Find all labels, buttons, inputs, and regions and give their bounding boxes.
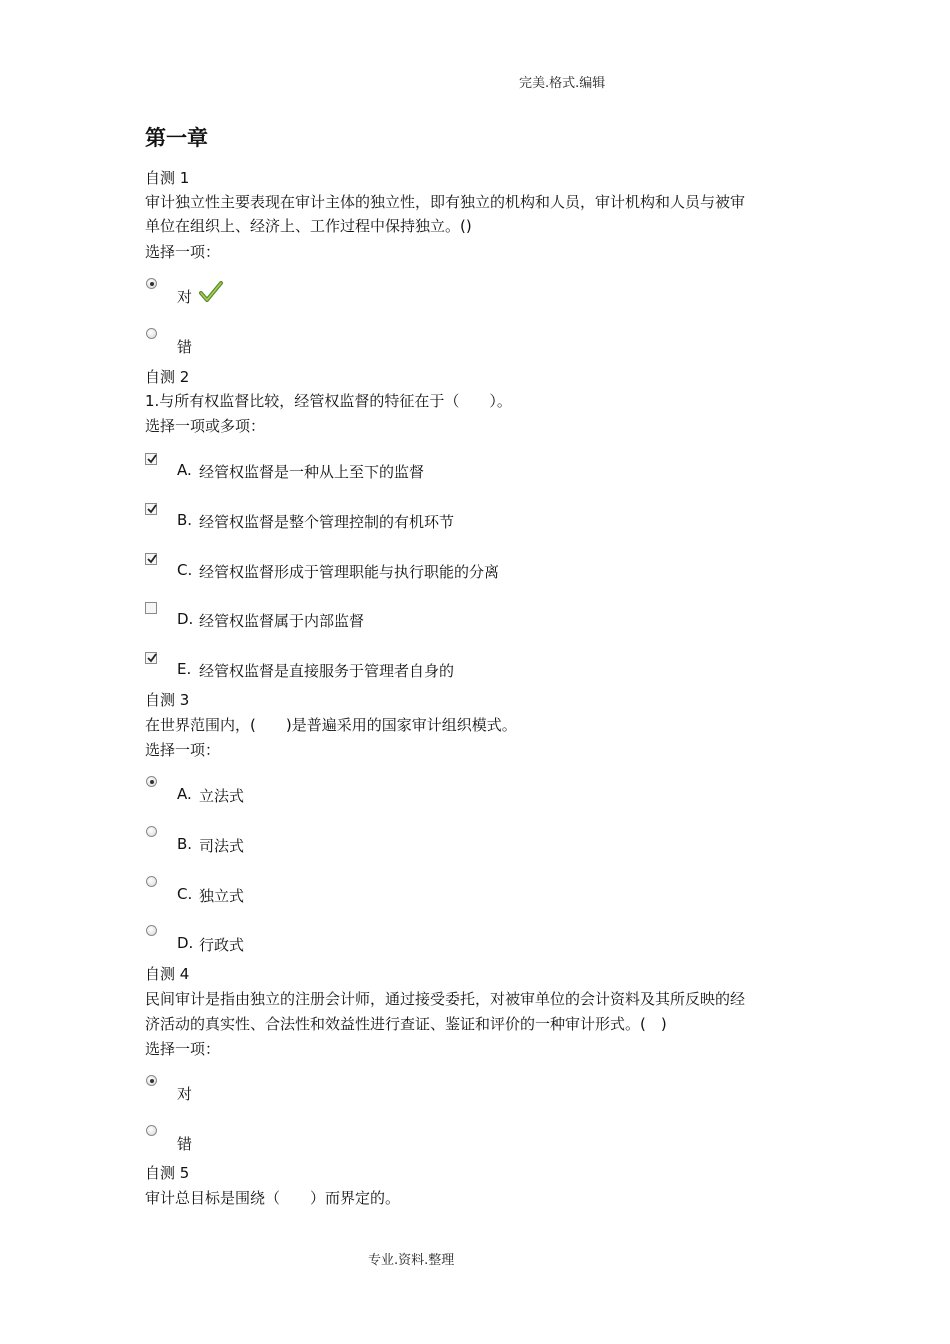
q4-prompt: 选择一项：	[145, 1040, 221, 1058]
q2-option-d-text: 经管权监督属于内部监督	[199, 612, 365, 630]
q1-text-line2: 单位在组织上、经济上、工作过程中保持独立。()	[145, 217, 472, 235]
q1-text-line1: 审计独立性主要表现在审计主体的独立性，即有独立的机构和人员，审计机构和人员与被审	[145, 193, 746, 211]
q2-option-d-letter: D.	[177, 610, 194, 628]
q2-option-b-checkbox[interactable]	[145, 503, 157, 515]
q1-option-true-label: 对	[177, 288, 193, 306]
q4-text-line2: 济活动的真实性、合法性和效益性进行查证、鉴证和评价的一种审计形式。( )	[145, 1015, 667, 1033]
q2-option-e-checkbox[interactable]	[145, 652, 157, 664]
q2-option-b-text: 经管权监督是整个管理控制的有机环节	[199, 513, 455, 531]
q4-option-true-radio[interactable]	[146, 1075, 157, 1086]
q1-option-false-label: 错	[177, 338, 193, 356]
q1-title: 自测 1	[145, 169, 190, 187]
q3-option-c-letter: C.	[177, 885, 193, 903]
q3-option-a-radio[interactable]	[146, 776, 157, 787]
q3-title: 自测 3	[145, 691, 190, 709]
q3-option-b-letter: B.	[177, 835, 193, 853]
page-header: 完美.格式.编辑	[519, 76, 606, 91]
q5-title: 自测 5	[145, 1164, 190, 1182]
q1-option-true-radio[interactable]	[146, 278, 157, 289]
q2-option-a-letter: A.	[177, 461, 192, 479]
q2-option-b-letter: B.	[177, 511, 193, 529]
q3-option-a-text: 立法式	[199, 787, 245, 805]
q2-text: 1.与所有权监督比较，经管权监督的特征在于（ ）。	[145, 392, 512, 410]
q4-text-line1: 民间审计是指由独立的注册会计师，通过接受委托，对被审单位的会计资料及其所反映的经	[145, 990, 746, 1008]
q3-option-d-letter: D.	[177, 934, 194, 952]
q2-option-a-text: 经管权监督是一种从上至下的监督	[199, 463, 425, 481]
q2-option-d-checkbox[interactable]	[145, 602, 157, 614]
q2-option-e-text: 经管权监督是直接服务于管理者自身的	[199, 662, 455, 680]
q2-title: 自测 2	[145, 368, 190, 386]
q4-option-true-label: 对	[177, 1085, 193, 1103]
q3-option-d-text: 行政式	[199, 936, 245, 954]
q2-option-c-letter: C.	[177, 561, 193, 579]
page-footer: 专业.资料.整理	[368, 1253, 455, 1268]
checkmark-icon	[146, 553, 158, 565]
q3-option-c-text: 独立式	[199, 887, 245, 905]
correct-check-icon	[198, 280, 224, 308]
q2-option-c-checkbox[interactable]	[145, 553, 157, 565]
q2-option-e-letter: E.	[177, 660, 192, 678]
q1-prompt: 选择一项：	[145, 243, 221, 261]
q3-option-b-radio[interactable]	[146, 826, 157, 837]
q1-option-false-radio[interactable]	[146, 328, 157, 339]
q4-option-false-label: 错	[177, 1135, 193, 1153]
q3-option-d-radio[interactable]	[146, 925, 157, 936]
q2-option-c-text: 经管权监督形成于管理职能与执行职能的分离	[199, 563, 500, 581]
q2-prompt: 选择一项或多项：	[145, 417, 266, 435]
q3-option-a-letter: A.	[177, 785, 192, 803]
q3-option-c-radio[interactable]	[146, 876, 157, 887]
chapter-title: 第一章	[145, 126, 208, 150]
checkmark-icon	[146, 652, 158, 664]
q2-option-a-checkbox[interactable]	[145, 453, 157, 465]
q3-text: 在世界范围内，( )是普遍采用的国家审计组织模式。	[145, 716, 517, 734]
q3-option-b-text: 司法式	[199, 837, 245, 855]
checkmark-icon	[146, 453, 158, 465]
q5-text: 审计总目标是围绕（ ）而界定的。	[145, 1189, 401, 1207]
q3-prompt: 选择一项：	[145, 741, 221, 759]
checkmark-icon	[146, 503, 158, 515]
q4-title: 自测 4	[145, 965, 190, 983]
q4-option-false-radio[interactable]	[146, 1125, 157, 1136]
